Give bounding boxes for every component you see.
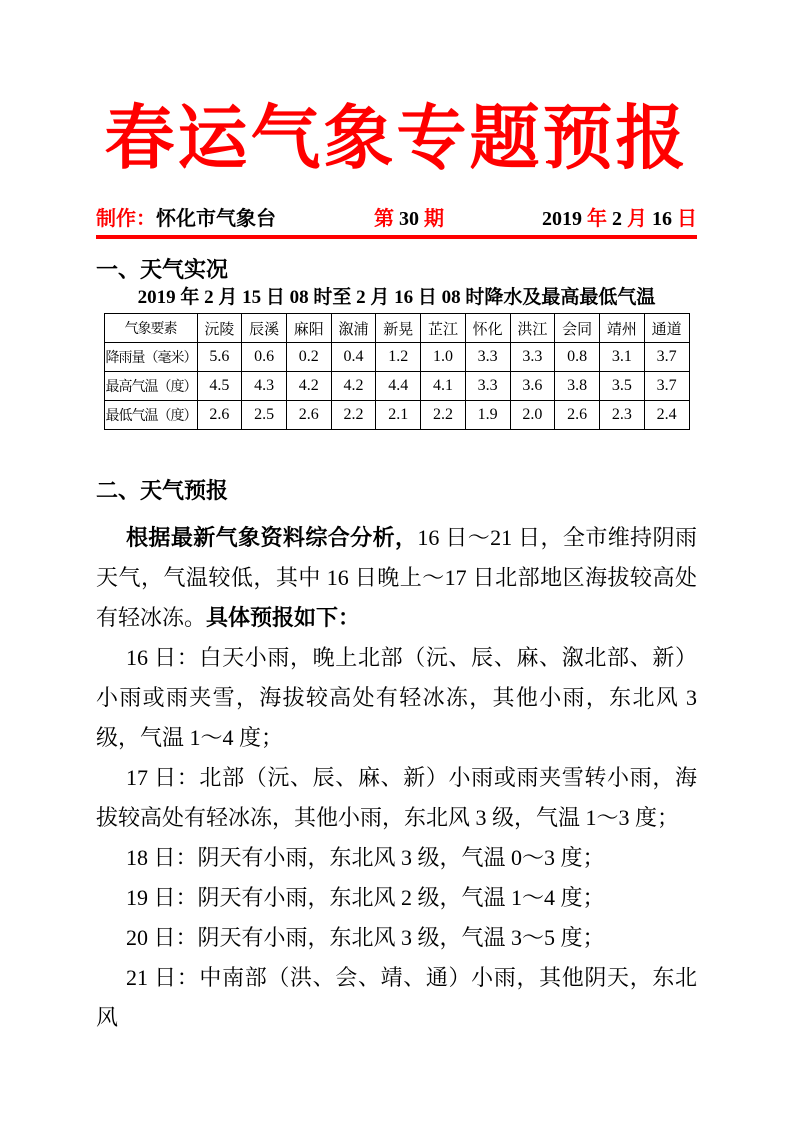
table-value-cell: 1.9 (465, 401, 510, 430)
masthead-maker (96, 205, 276, 233)
table-value-cell: 2.4 (644, 401, 689, 430)
forecast-paragraph (96, 758, 697, 838)
forecast-paragraph (96, 958, 697, 1038)
table-value-cell: 4.4 (376, 372, 421, 401)
masthead (96, 205, 697, 233)
table-station-header: 麻阳 (286, 314, 331, 343)
text-segment: 2 (607, 208, 627, 230)
table-value-cell: 4.5 (197, 372, 242, 401)
text-segment: 月 (627, 208, 647, 230)
weather-table-title: 2019 年 2 月 15 日 08 时至 2 月 16 日 08 时降水及最高最低气温 (137, 287, 656, 308)
table-value-cell: 3.1 (599, 343, 644, 372)
table-value-cell: 3.8 (555, 372, 600, 401)
text-segment: 17 日：北部（沅、辰、麻、新）小雨或雨夹雪转小雨，海拔较高处有轻冰冻，其他小雨，东北风 3 级，气温 1～3 度； (96, 765, 697, 830)
table-value-cell: 3.3 (465, 372, 510, 401)
text-segment: 19 日：阴天有小雨，东北风 2 级，气温 1～4 度； (126, 885, 605, 910)
table-value-cell: 2.1 (376, 401, 421, 430)
table-value-cell: 2.2 (331, 401, 376, 430)
section1-heading: 一、天气实况 (96, 257, 229, 282)
table-value-cell: 2.3 (599, 401, 644, 430)
table-station-header: 靖州 (599, 314, 644, 343)
table-value-cell: 3.7 (644, 343, 689, 372)
table-station-header: 沅陵 (197, 314, 242, 343)
table-value-cell: 2.6 (286, 401, 331, 430)
table-station-header: 通道 (644, 314, 689, 343)
text-segment: 30 (394, 208, 424, 230)
table-station-header: 芷江 (421, 314, 466, 343)
text-segment: 第 (374, 208, 394, 230)
weather-table-body (104, 343, 689, 430)
table-station-header: 洪江 (510, 314, 555, 343)
forecast-paragraph (96, 518, 697, 638)
forecast-paragraph (96, 878, 697, 918)
text-segment: 制作： (96, 208, 156, 230)
red-divider (96, 235, 697, 239)
text-segment: 日 (677, 208, 697, 230)
table-value-cell: 1.0 (421, 343, 466, 372)
table-value-cell: 5.6 (197, 343, 242, 372)
table-row (104, 343, 689, 372)
text-segment: 具体预报如下： (206, 605, 361, 630)
text-segment: 21 日：中南部（洪、会、靖、通）小雨，其他阴天，东北风 (96, 965, 697, 1030)
row-label-cell: 降雨量（毫米） (104, 343, 197, 372)
table-value-cell: 0.6 (242, 343, 287, 372)
forecast-paragraph (96, 638, 697, 758)
table-value-cell: 2.2 (421, 401, 466, 430)
table-corner-cell: 气象要素 (104, 314, 197, 343)
table-station-header: 怀化 (465, 314, 510, 343)
table-value-cell: 2.5 (242, 401, 287, 430)
text-segment: 年 (587, 208, 607, 230)
table-row (104, 401, 689, 430)
table-value-cell: 2.6 (197, 401, 242, 430)
table-value-cell: 3.6 (510, 372, 555, 401)
table-station-header: 辰溪 (242, 314, 287, 343)
table-value-cell: 3.3 (465, 343, 510, 372)
text-segment: 16 (647, 208, 677, 230)
table-station-header: 溆浦 (331, 314, 376, 343)
text-segment: 期 (424, 208, 444, 230)
forecast-paragraph (96, 918, 697, 958)
table-value-cell: 4.3 (242, 372, 287, 401)
table-value-cell: 3.3 (510, 343, 555, 372)
text-segment: 根据最新气象资料综合分析， (126, 525, 418, 550)
text-segment: 怀化市气象台 (156, 208, 276, 230)
text-segment: 16 日：白天小雨，晚上北部（沅、辰、麻、溆北部、新）小雨或雨夹雪，海拔较高处有轻冰冻，其他小雨，东北风 3 级，气温 1～4 度； (96, 645, 697, 750)
weather-table (104, 313, 690, 430)
masthead-date (542, 205, 697, 233)
text-segment: 18 日：阴天有小雨，东北风 3 级，气温 0～3 度； (126, 845, 605, 870)
table-value-cell: 4.2 (331, 372, 376, 401)
table-value-cell: 2.0 (510, 401, 555, 430)
row-label-cell: 最低气温（度） (104, 401, 197, 430)
forecast-paragraphs (96, 518, 697, 1038)
table-station-header: 新晃 (376, 314, 421, 343)
table-station-header: 会同 (555, 314, 600, 343)
table-value-cell: 0.2 (286, 343, 331, 372)
table-value-cell: 2.6 (555, 401, 600, 430)
masthead-issue-number (374, 205, 444, 233)
table-value-cell: 4.1 (421, 372, 466, 401)
weather-table-head (104, 314, 689, 343)
text-segment: 16 日～21 日，全市维持阴雨天气，气温较低，其中 16 日晚上～17 日北部地区海拔较高处有轻冰冻。 (96, 525, 697, 630)
table-value-cell: 3.7 (644, 372, 689, 401)
table-value-cell: 4.2 (286, 372, 331, 401)
text-segment: 2019 (542, 208, 587, 230)
forecast-paragraph (96, 838, 697, 878)
table-value-cell: 0.4 (331, 343, 376, 372)
table-value-cell: 1.2 (376, 343, 421, 372)
table-value-cell: 3.5 (599, 372, 644, 401)
row-label-cell: 最高气温（度） (104, 372, 197, 401)
section2-heading: 二、天气预报 (96, 478, 229, 503)
table-value-cell: 0.8 (555, 343, 600, 372)
text-segment: 20 日：阴天有小雨，东北风 3 级，气温 3～5 度； (126, 925, 605, 950)
document-title: 春运气象专题预报 (104, 101, 689, 178)
table-header-row (104, 314, 689, 343)
table-row (104, 372, 689, 401)
